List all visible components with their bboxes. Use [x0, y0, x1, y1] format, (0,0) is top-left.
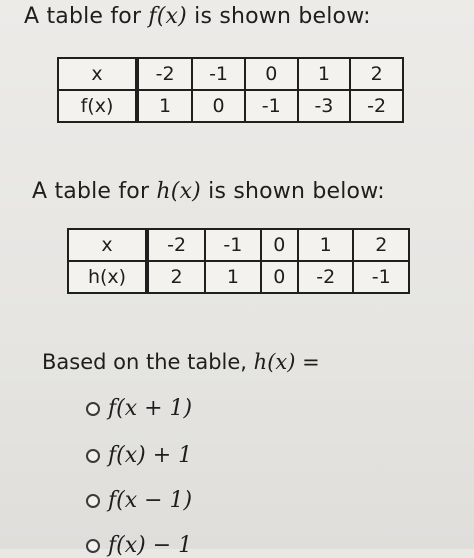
h-table-row-hx: [68, 261, 409, 293]
answer-option-label: f(x) + 1: [108, 443, 193, 468]
answer-option-3[interactable]: [86, 488, 192, 513]
answer-option-4[interactable]: [86, 533, 192, 558]
h-table-cell: 1: [298, 229, 354, 261]
f-table-cell: 1: [137, 90, 192, 122]
h-table-cell: 2: [147, 261, 205, 293]
f-table-header-fx: f(x): [58, 90, 137, 122]
radio-button-icon[interactable]: [86, 449, 100, 463]
f-table-cell: 1: [298, 58, 351, 90]
radio-button-icon[interactable]: [86, 402, 100, 416]
h-table-header-hx: h(x): [68, 261, 147, 293]
radio-button-icon[interactable]: [86, 494, 100, 508]
h-table-cell: 1: [205, 261, 261, 293]
h-table-cell: 2: [353, 229, 409, 261]
question-suffix: =: [302, 350, 320, 374]
h-values-table: [67, 228, 410, 294]
question-prompt: [42, 350, 320, 374]
answer-option-2[interactable]: [86, 443, 192, 468]
f-table-cell: -2: [137, 58, 192, 90]
f-table-row-x: [58, 58, 403, 90]
h-heading-prefix: A table for: [32, 179, 150, 204]
f-table-cell: 0: [245, 58, 298, 90]
f-heading-suffix: is shown below:: [194, 4, 371, 29]
f-table-cell: -2: [350, 90, 403, 122]
answer-option-1[interactable]: [86, 396, 192, 421]
h-table-row-x: [68, 229, 409, 261]
h-table-cell: -2: [147, 229, 205, 261]
f-table-heading: [24, 4, 371, 29]
h-table-cell: -1: [353, 261, 409, 293]
h-table-cell: 0: [261, 229, 298, 261]
answer-option-label: f(x + 1): [108, 396, 193, 421]
h-table-cell: -2: [298, 261, 354, 293]
h-heading-function: h(x): [156, 179, 201, 204]
question-prefix: Based on the table,: [42, 350, 247, 374]
f-table-header-x: x: [58, 58, 137, 90]
f-table-cell: 0: [192, 90, 245, 122]
f-table-cell: -1: [245, 90, 298, 122]
h-table-cell: -1: [205, 229, 261, 261]
answer-option-label: f(x) − 1: [108, 533, 193, 558]
f-table-cell: -3: [298, 90, 351, 122]
question-function: h(x): [253, 350, 296, 374]
f-table-row-fx: [58, 90, 403, 122]
f-table-cell: 2: [350, 58, 403, 90]
f-values-table: [57, 57, 404, 123]
h-heading-suffix: is shown below:: [208, 179, 385, 204]
f-table-cell: -1: [192, 58, 245, 90]
h-table-heading: [32, 179, 385, 204]
radio-button-icon[interactable]: [86, 539, 100, 553]
f-heading-prefix: A table for: [24, 4, 142, 29]
h-table-header-x: x: [68, 229, 147, 261]
f-heading-function: f(x): [148, 4, 187, 29]
h-table-cell: 0: [261, 261, 298, 293]
answer-option-label: f(x − 1): [108, 488, 193, 513]
